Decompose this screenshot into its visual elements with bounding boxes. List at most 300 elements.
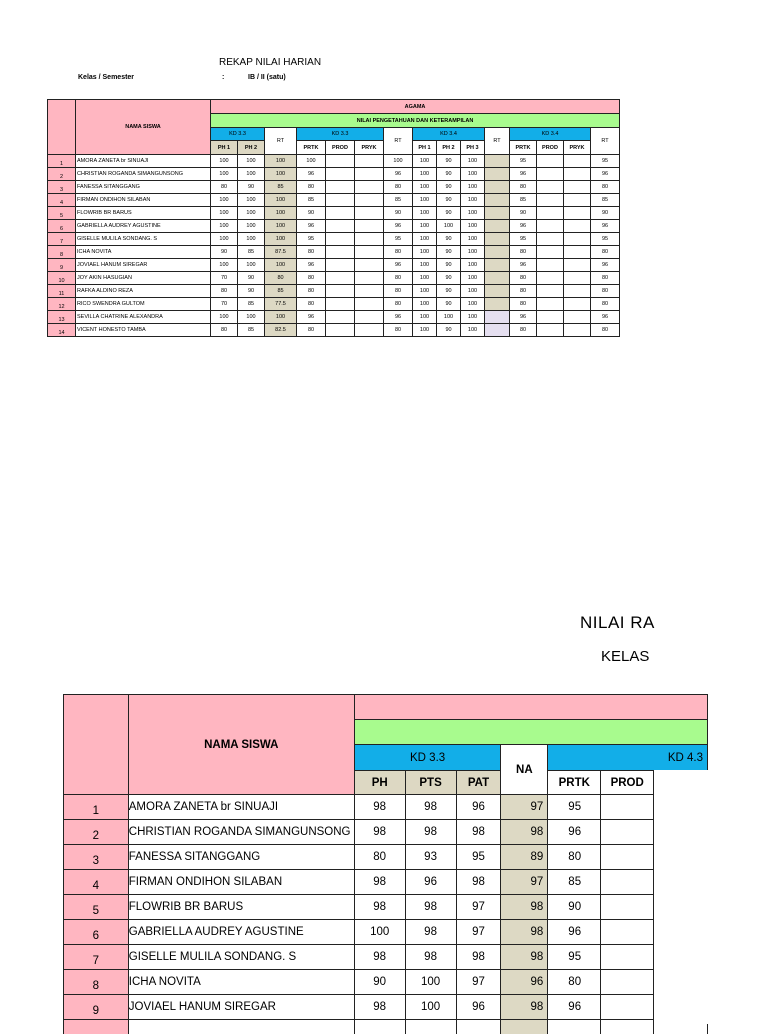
kd-a-ph1-cell: 100 — [211, 220, 238, 233]
student-name: CHRISTIAN ROGANDA SIMANGUNSONG — [128, 820, 354, 845]
table-row — [48, 324, 620, 337]
student-name: GABRIELLA AUDREY AGUSTINE — [76, 220, 211, 233]
pts-cell: 96 — [405, 870, 456, 895]
kd-c-rt-cell — [485, 168, 510, 181]
na-cell: 96 — [501, 970, 548, 995]
kd-b-prtk-cell: 96 — [297, 259, 326, 272]
ph3-header: PH 3 — [461, 141, 485, 155]
prod-cell — [601, 820, 654, 845]
kd-c-ph2-cell: 90 — [437, 233, 461, 246]
kd-b-header: KD 3.3 — [297, 128, 384, 141]
kd-b-prod-cell — [326, 194, 355, 207]
kd-b-rt-cell: 80 — [384, 181, 413, 194]
kd-a-ph1-cell: 100 — [211, 207, 238, 220]
kd-d-rt-cell: 95 — [591, 233, 620, 246]
student-name: AMORA ZANETA br SINUAJI — [76, 155, 211, 168]
subject-header: AGAMA — [211, 100, 620, 114]
kd-c-ph1-cell: 100 — [413, 298, 437, 311]
kd-c-ph1-cell: 100 — [413, 324, 437, 337]
table-row — [64, 995, 708, 1020]
kd-c-ph2-cell: 90 — [437, 207, 461, 220]
prod-header: PROD — [537, 141, 564, 155]
kd-b-rt-cell: 96 — [384, 220, 413, 233]
pat-cell: 95 — [456, 845, 501, 870]
empty-cell — [354, 1020, 405, 1034]
pts-cell: 93 — [405, 845, 456, 870]
rt-d-header: RT — [591, 128, 620, 155]
prtk-header: PRTK — [510, 141, 537, 155]
kd-c-rt-cell — [485, 259, 510, 272]
kd-c-rt-cell — [485, 298, 510, 311]
table-row — [64, 945, 708, 970]
kd-a-ph1-cell: 100 — [211, 311, 238, 324]
kd-d-prod-cell — [537, 285, 564, 298]
kd-b-rt-cell: 80 — [384, 246, 413, 259]
pat-cell: 98 — [456, 870, 501, 895]
prod-cell — [601, 970, 654, 995]
kd-b-pryk-cell — [355, 194, 384, 207]
kd-c-rt-cell — [485, 285, 510, 298]
pts-cell: 100 — [405, 970, 456, 995]
prod-cell — [601, 995, 654, 1020]
ph2-header: PH 2 — [437, 141, 461, 155]
pat-header: PAT — [456, 771, 501, 795]
kd-b-pryk-cell — [355, 298, 384, 311]
empty-cell — [501, 1020, 548, 1034]
kd-b-prod-cell — [326, 233, 355, 246]
kd-a-ph2-cell: 85 — [238, 246, 265, 259]
kd-b-prod-cell — [326, 259, 355, 272]
kd-a-ph2-cell: 90 — [238, 272, 265, 285]
kd-b-prtk-cell: 80 — [297, 298, 326, 311]
kd-d-pryk-cell — [564, 155, 591, 168]
kd-b-prtk-cell: 96 — [297, 168, 326, 181]
prtk-cell: 96 — [548, 820, 601, 845]
table-row — [48, 168, 620, 181]
pryk-header: PRYK — [564, 141, 591, 155]
kd-b-rt-cell: 80 — [384, 298, 413, 311]
kd-c-ph3-cell: 100 — [461, 168, 485, 181]
kd-a-ph1-cell: 100 — [211, 259, 238, 272]
no-header-cell — [64, 695, 129, 795]
kd-a-rt-cell: 100 — [265, 220, 297, 233]
rt-c-header: RT — [485, 128, 510, 155]
kd-b-prtk-cell: 96 — [297, 220, 326, 233]
kd-b-rt-cell: 80 — [384, 272, 413, 285]
student-name: JOY AKIN HASUGIAN — [76, 272, 211, 285]
kd-c-rt-cell — [485, 311, 510, 324]
kd-d-pryk-cell — [564, 207, 591, 220]
student-name: AMORA ZANETA br SINUAJI — [128, 795, 354, 820]
nama-siswa-header: NAMA SISWA — [128, 695, 354, 795]
kd-c-ph3-cell: 100 — [461, 298, 485, 311]
kd-a-rt-cell: 80 — [265, 272, 297, 285]
kd-d-prtk-cell: 80 — [510, 324, 537, 337]
table-row — [48, 233, 620, 246]
ph-cell: 98 — [354, 820, 405, 845]
kd-c-rt-cell — [485, 181, 510, 194]
kd-b-prod-cell — [326, 181, 355, 194]
student-name: FIRMAN ONDIHON SILABAN — [128, 870, 354, 895]
ph1-header: PH 1 — [413, 141, 437, 155]
kd-c-ph1-cell: 100 — [413, 246, 437, 259]
kd-c-ph3-cell: 100 — [461, 272, 485, 285]
kd-a-ph1-cell: 90 — [211, 246, 238, 259]
daily-grades-table — [47, 99, 620, 337]
kd-d-prod-cell — [537, 272, 564, 285]
kd-b-rt-cell: 90 — [384, 207, 413, 220]
kd-d-rt-cell: 95 — [591, 155, 620, 168]
pts-cell: 98 — [405, 945, 456, 970]
row-number: 13 — [48, 311, 76, 324]
row-number: 9 — [64, 995, 129, 1020]
kd-d-rt-cell: 96 — [591, 220, 620, 233]
kd-b-prod-cell — [326, 298, 355, 311]
row-number: 12 — [48, 298, 76, 311]
table-row — [64, 845, 708, 870]
kd-a-ph2-cell: 85 — [238, 324, 265, 337]
row-number: 7 — [64, 945, 129, 970]
table-row — [48, 194, 620, 207]
kd-b-prtk-cell: 80 — [297, 272, 326, 285]
ph-cell: 98 — [354, 895, 405, 920]
row-number: 3 — [64, 845, 129, 870]
kd-c-rt-cell — [485, 324, 510, 337]
kd-c-rt-cell — [485, 272, 510, 285]
empty-cell — [64, 1020, 129, 1034]
kd-b-prod-cell — [326, 324, 355, 337]
row-number: 11 — [48, 285, 76, 298]
na-cell: 98 — [501, 895, 548, 920]
prod-header: PROD — [326, 141, 355, 155]
table-row — [64, 920, 708, 945]
kd-a-rt-cell: 85 — [265, 285, 297, 298]
ph-cell: 98 — [354, 795, 405, 820]
kd-d-pryk-cell — [564, 272, 591, 285]
row-number: 3 — [48, 181, 76, 194]
kd-d-prod-cell — [537, 233, 564, 246]
kd-c-ph1-cell: 100 — [413, 233, 437, 246]
empty-cell — [456, 1020, 501, 1034]
kd-c-rt-cell — [485, 220, 510, 233]
pat-cell: 96 — [456, 995, 501, 1020]
empty-cell — [601, 1020, 654, 1034]
kd-c-ph3-cell: 100 — [461, 259, 485, 272]
kd-c-ph2-cell: 90 — [437, 259, 461, 272]
ph-cell: 98 — [354, 945, 405, 970]
final-grades-table — [63, 694, 708, 1034]
kd-d-rt-cell: 96 — [591, 168, 620, 181]
row-number: 2 — [48, 168, 76, 181]
student-name: RAFKA ALDINO REZA — [76, 285, 211, 298]
kd-c-rt-cell — [485, 207, 510, 220]
class-semester-colon: : — [222, 74, 224, 81]
pts-cell: 98 — [405, 795, 456, 820]
kd-b-prod-cell — [326, 155, 355, 168]
kd-a-ph1-cell: 80 — [211, 181, 238, 194]
kd-c-ph2-cell: 90 — [437, 324, 461, 337]
kd-c-header: KD 3.4 — [413, 128, 485, 141]
prtk-cell: 90 — [548, 895, 601, 920]
kd-a-rt-cell: 87.5 — [265, 246, 297, 259]
ph-header: PH — [354, 771, 405, 795]
kd-d-rt-cell: 96 — [591, 311, 620, 324]
nama-siswa-header: NAMA SISWA — [76, 100, 211, 155]
kd-c-rt-cell — [485, 246, 510, 259]
kd-b-rt-cell: 95 — [384, 233, 413, 246]
kd-d-prod-cell — [537, 207, 564, 220]
na-cell: 97 — [501, 795, 548, 820]
kd-d-rt-cell: 85 — [591, 194, 620, 207]
kd-c-rt-cell — [485, 233, 510, 246]
row-number: 7 — [48, 233, 76, 246]
student-name: FIRMAN ONDIHON SILABAN — [76, 194, 211, 207]
kd-b-pryk-cell — [355, 168, 384, 181]
ph-cell: 98 — [354, 995, 405, 1020]
kd-d-rt-cell: 80 — [591, 246, 620, 259]
kd-a-ph2-cell: 100 — [238, 311, 265, 324]
kd-c-ph3-cell: 100 — [461, 246, 485, 259]
kd-b-rt-cell: 80 — [384, 285, 413, 298]
table-row — [48, 285, 620, 298]
kd-a-rt-cell: 100 — [265, 233, 297, 246]
na-cell: 98 — [501, 995, 548, 1020]
kd-c-ph3-cell: 100 — [461, 285, 485, 298]
sheet2-class-label: KELAS — [601, 648, 649, 665]
table-row — [64, 895, 708, 920]
kd-a-header: KD 3.3 — [211, 128, 265, 141]
kd-a-header: KD 3.3 — [354, 745, 501, 771]
kd-d-pryk-cell — [564, 220, 591, 233]
kd-a-rt-cell: 100 — [265, 207, 297, 220]
kd-d-rt-cell: 80 — [591, 272, 620, 285]
sheet1-title: REKAP NILAI HARIAN — [219, 57, 321, 68]
kd-b-prod-cell — [326, 220, 355, 233]
kd-a-ph2-cell: 100 — [238, 259, 265, 272]
prtk-cell: 96 — [548, 920, 601, 945]
prtk-header: PRTK — [548, 771, 601, 795]
table-row — [48, 298, 620, 311]
row-number: 8 — [48, 246, 76, 259]
kd-d-prtk-cell: 80 — [510, 181, 537, 194]
table-row — [48, 155, 620, 168]
prtk-cell: 95 — [548, 795, 601, 820]
pryk-header: PRYK — [355, 141, 384, 155]
kd-c-ph3-cell: 100 — [461, 194, 485, 207]
kd-b-prod-cell — [326, 311, 355, 324]
student-name: ICHA NOVITA — [128, 970, 354, 995]
kd-b-rt-cell: 96 — [384, 311, 413, 324]
student-name: RICO SWENDRA GULTOM — [76, 298, 211, 311]
kd-a-ph2-cell: 100 — [238, 155, 265, 168]
row-number: 5 — [64, 895, 129, 920]
student-name: JOVIAEL HANUM SIREGAR — [76, 259, 211, 272]
kd-a-rt-cell: 82.5 — [265, 324, 297, 337]
na-cell: 89 — [501, 845, 548, 870]
kd-d-prod-cell — [537, 194, 564, 207]
kd-a-rt-cell: 85 — [265, 181, 297, 194]
kd-d-pryk-cell — [564, 298, 591, 311]
kd-d-prtk-cell: 80 — [510, 272, 537, 285]
kd-a-ph1-cell: 100 — [211, 194, 238, 207]
kd-b-header: KD 4.3 — [548, 745, 708, 771]
kd-c-ph2-cell: 90 — [437, 155, 461, 168]
header-row-subject — [48, 100, 620, 114]
table-row — [48, 207, 620, 220]
kd-c-ph1-cell: 100 — [413, 285, 437, 298]
kd-d-prtk-cell: 80 — [510, 298, 537, 311]
kd-c-ph3-cell: 100 — [461, 324, 485, 337]
pts-cell: 98 — [405, 920, 456, 945]
row-number: 10 — [48, 272, 76, 285]
pts-cell: 98 — [405, 820, 456, 845]
kd-b-pryk-cell — [355, 311, 384, 324]
class-semester-label: Kelas / Semester — [78, 74, 134, 81]
kd-c-ph3-cell: 100 — [461, 220, 485, 233]
table-row — [48, 259, 620, 272]
prtk-cell: 80 — [548, 970, 601, 995]
student-name: FLOWRIB BR BARUS — [76, 207, 211, 220]
kd-a-ph1-cell: 100 — [211, 233, 238, 246]
kd-d-pryk-cell — [564, 285, 591, 298]
student-name: CHRISTIAN ROGANDA SIMANGUNSONG — [76, 168, 211, 181]
kd-b-pryk-cell — [355, 272, 384, 285]
empty-cell — [548, 1020, 601, 1034]
prod-cell — [601, 895, 654, 920]
ph-cell: 100 — [354, 920, 405, 945]
kd-d-prod-cell — [537, 324, 564, 337]
kd-b-pryk-cell — [355, 285, 384, 298]
table-row — [48, 181, 620, 194]
row-number: 1 — [48, 155, 76, 168]
kd-d-rt-cell: 80 — [591, 181, 620, 194]
kd-c-ph3-cell: 100 — [461, 311, 485, 324]
rt-a-header: RT — [265, 128, 297, 155]
kd-d-rt-cell: 80 — [591, 324, 620, 337]
kd-a-rt-cell: 100 — [265, 155, 297, 168]
kd-d-prtk-cell: 80 — [510, 246, 537, 259]
kd-b-prtk-cell: 100 — [297, 155, 326, 168]
kd-d-pryk-cell — [564, 324, 591, 337]
ph-cell: 98 — [354, 870, 405, 895]
na-cell: 97 — [501, 870, 548, 895]
row-number: 5 — [48, 207, 76, 220]
student-name: FLOWRIB BR BARUS — [128, 895, 354, 920]
kd-d-prod-cell — [537, 168, 564, 181]
kd-c-ph2-cell: 90 — [437, 285, 461, 298]
kd-a-rt-cell: 100 — [265, 311, 297, 324]
student-name: SEVILLA CHATRINE ALEXANDRA — [76, 311, 211, 324]
ph-cell: 80 — [354, 845, 405, 870]
kd-c-ph1-cell: 100 — [413, 311, 437, 324]
na-cell: 98 — [501, 945, 548, 970]
table-row — [48, 246, 620, 259]
row-number: 1 — [64, 795, 129, 820]
kd-d-pryk-cell — [564, 259, 591, 272]
row-number: 2 — [64, 820, 129, 845]
kd-c-ph3-cell: 100 — [461, 233, 485, 246]
kd-c-ph2-cell: 90 — [437, 194, 461, 207]
kd-d-prtk-cell: 96 — [510, 259, 537, 272]
kd-c-ph3-cell: 100 — [461, 181, 485, 194]
student-name: VICENT HONESTO TAMBA — [76, 324, 211, 337]
empty-cell — [405, 1020, 456, 1034]
kd-b-prtk-cell: 80 — [297, 285, 326, 298]
row-number: 6 — [64, 920, 129, 945]
kd-a-rt-cell: 100 — [265, 194, 297, 207]
kd-b-rt-cell: 100 — [384, 155, 413, 168]
kd-b-prtk-cell: 96 — [297, 311, 326, 324]
prod-cell — [601, 870, 654, 895]
empty-cell — [128, 1020, 354, 1034]
kd-d-pryk-cell — [564, 311, 591, 324]
kd-d-rt-cell: 80 — [591, 298, 620, 311]
table-row-partial — [64, 1020, 708, 1034]
pat-cell: 97 — [456, 895, 501, 920]
kd-a-ph1-cell: 80 — [211, 285, 238, 298]
header-row-top — [64, 695, 708, 720]
pat-cell: 96 — [456, 795, 501, 820]
kd-b-pryk-cell — [355, 246, 384, 259]
prtk-cell: 80 — [548, 845, 601, 870]
kd-d-prod-cell — [537, 220, 564, 233]
kd-a-ph2-cell: 100 — [238, 207, 265, 220]
prod-cell — [601, 945, 654, 970]
kd-a-ph2-cell: 85 — [238, 298, 265, 311]
kd-c-ph2-cell: 100 — [437, 220, 461, 233]
kd-d-pryk-cell — [564, 246, 591, 259]
student-name: FANESSA SITANGGANG — [128, 845, 354, 870]
ph2-header: PH 2 — [238, 141, 265, 155]
kd-c-ph1-cell: 100 — [413, 194, 437, 207]
kd-a-ph2-cell: 100 — [238, 194, 265, 207]
prtk-header: PRTK — [297, 141, 326, 155]
kd-d-prtk-cell: 96 — [510, 220, 537, 233]
pat-cell: 98 — [456, 820, 501, 845]
kd-a-ph1-cell: 100 — [211, 168, 238, 181]
kd-b-prod-cell — [326, 168, 355, 181]
kd-a-ph2-cell: 100 — [238, 220, 265, 233]
kd-a-ph1-cell: 70 — [211, 272, 238, 285]
green-header-cell — [354, 720, 707, 745]
kd-d-prod-cell — [537, 311, 564, 324]
kd-c-rt-cell — [485, 194, 510, 207]
kd-d-pryk-cell — [564, 194, 591, 207]
kd-b-pryk-cell — [355, 233, 384, 246]
kd-b-rt-cell: 85 — [384, 194, 413, 207]
subject-header-cell — [354, 695, 707, 720]
kd-d-rt-cell: 80 — [591, 285, 620, 298]
kd-b-prod-cell — [326, 285, 355, 298]
kd-c-ph2-cell: 90 — [437, 181, 461, 194]
kd-d-prtk-cell: 85 — [510, 194, 537, 207]
kd-d-rt-cell: 96 — [591, 259, 620, 272]
kd-c-ph1-cell: 100 — [413, 168, 437, 181]
kd-d-prod-cell — [537, 246, 564, 259]
pts-cell: 98 — [405, 895, 456, 920]
knowledge-skills-header: NILAI PENGETAHUAN DAN KETERAMPILAN — [211, 114, 620, 128]
kd-b-prod-cell — [326, 207, 355, 220]
kd-c-ph1-cell: 100 — [413, 272, 437, 285]
kd-d-prod-cell — [537, 259, 564, 272]
pat-cell: 98 — [456, 945, 501, 970]
row-number: 4 — [48, 194, 76, 207]
kd-c-ph2-cell: 90 — [437, 168, 461, 181]
na-cell: 98 — [501, 820, 548, 845]
row-number: 9 — [48, 259, 76, 272]
kd-d-prod-cell — [537, 155, 564, 168]
kd-b-pryk-cell — [355, 181, 384, 194]
